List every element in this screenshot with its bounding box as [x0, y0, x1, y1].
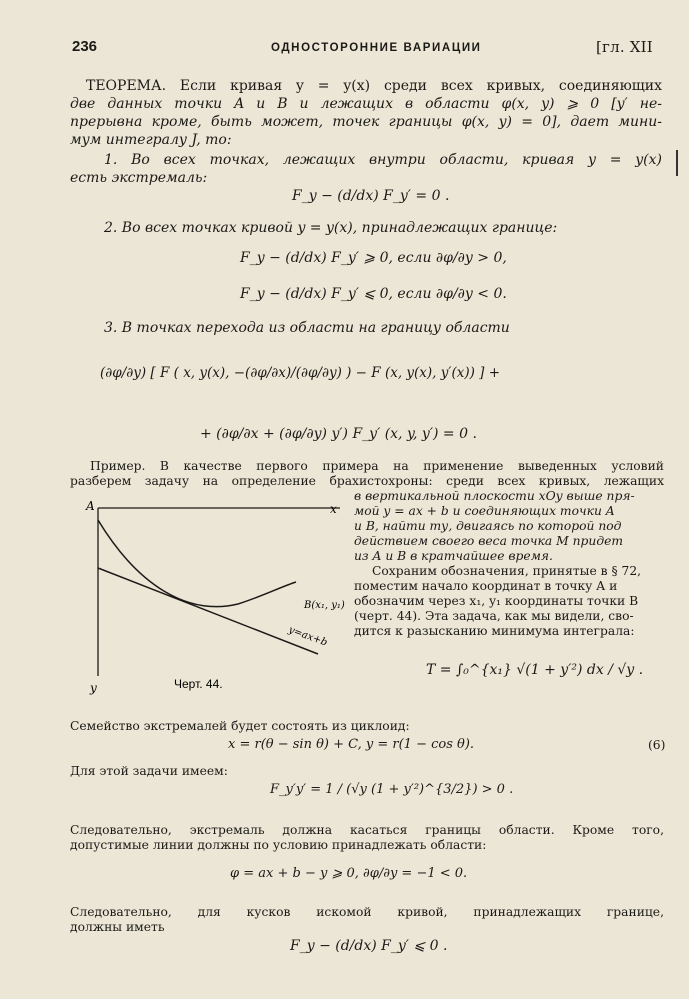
item1-line-1: 1. Во всех точках, лежащих внутри области, кривая y = y(x) — [104, 152, 662, 168]
equation-euler: F_y − (d/dx) F_y′ = 0 . — [292, 188, 450, 204]
margin-bar — [676, 150, 678, 176]
side-line-1: в вертикальной плоскости xOy выше пря- — [354, 489, 635, 503]
fig-label-B: B(x₁, y₁) — [304, 600, 345, 611]
figure-caption: Черт. 44. — [174, 677, 223, 691]
consequence2-line-2: должны иметь — [70, 920, 165, 934]
family-line: Семейство экстремалей будет состоять из циклоид: — [70, 719, 410, 733]
chapter-ref: [гл. XII — [596, 38, 653, 56]
consequence-line-2: допустимые линии должны по условию принадлежать области: — [70, 838, 487, 852]
consequence2-line-1: Следовательно, для кусков искомой кривой, принадлежащих границе, — [70, 905, 664, 919]
equation-number-6: (6) — [648, 738, 666, 752]
side-line-2: мой y = ax + b и соединяющих точки A — [354, 504, 615, 518]
theorem-line-4: мум интегралу J, то: — [70, 132, 232, 148]
running-title: ОДНОСТОРОННИЕ ВАРИАЦИИ — [271, 42, 482, 54]
side-line-10: дится к разысканию минимума интеграла: — [354, 624, 635, 638]
item2-line: 2. Во всех точках кривой y = y(x), принадлежащих границе: — [104, 220, 558, 236]
side-line-5: из A и B в кратчайшее время. — [354, 549, 553, 563]
cycloid-equation: x = r(θ − sin θ) + C, y = r(1 − cos θ). — [228, 737, 475, 752]
item3-line: 3. В точках перехода из области на границу области — [104, 320, 510, 336]
side-line-9: (черт. 44). Эта задача, как мы видели, сво- — [354, 609, 634, 623]
theorem-line-1: ТЕОРЕМА. Если кривая y = y(x) среди всех кривых, соединяющих — [86, 78, 662, 94]
second-derivative-eq: F_y′y′ = 1 / (√y (1 + y′²)^{3/2}) > 0 . — [270, 782, 514, 797]
fig-label-x: x — [330, 502, 337, 516]
we-have-line: Для этой задачи имеем: — [70, 764, 228, 778]
figure-brachistochrone — [78, 496, 348, 696]
equation-transition-1: (∂φ/∂y) [ F ( x, y(x), −(∂φ/∂x)/(∂φ/∂y) ) − F (x, y(x), y′(x)) ] + — [100, 365, 501, 381]
equation-boundary-positive: F_y − (d/dx) F_y′ ⩾ 0, если ∂φ/∂y > 0, — [240, 250, 507, 266]
phi-equation: φ = ax + b − y ⩾ 0, ∂φ/∂y = −1 < 0. — [230, 866, 468, 881]
boundary-line — [98, 568, 318, 654]
side-line-8: обозначим через x₁, y₁ координаты точки B — [354, 594, 639, 608]
side-line-7: поместим начало координат в точку A и — [354, 579, 618, 593]
item1-line-2: есть экстремаль: — [70, 170, 208, 186]
theorem-line-3: прерывна кроме, быть может, точек границы φ(x, y) = 0], дает мини- — [70, 114, 662, 130]
page-number: 236 — [72, 38, 98, 55]
equation-transition-2: + (∂φ/∂x + (∂φ/∂y) y′) F_y′ (x, y, y′) = 0 . — [200, 426, 477, 442]
example-line-1: Пример. В качестве первого примера на применение выведенных условий — [90, 459, 664, 473]
integral-T: T = ∫₀^{x₁} √(1 + y′²) dx / √y . — [426, 662, 644, 678]
final-equation: F_y − (d/dx) F_y′ ⩽ 0 . — [290, 938, 448, 954]
fig-label-line: y=ax+b — [286, 624, 329, 649]
side-line-3: и B, найти ту, двигаясь по которой под — [354, 519, 622, 533]
equation-boundary-negative: F_y − (d/dx) F_y′ ⩽ 0, если ∂φ/∂y < 0. — [240, 286, 507, 302]
fig-label-y: y — [90, 681, 97, 695]
side-line-6: Сохраним обозначения, принятые в § 72, — [372, 564, 642, 578]
example-line-2: разберем задачу на определение брахистохроны: среди всех кривых, лежащих — [70, 474, 664, 488]
theorem-line-2: две данных точки A и B и лежащих в области φ(x, y) ⩾ 0 [y′ не- — [70, 96, 662, 112]
consequence-line-1: Следовательно, экстремаль должна касаться границы области. Кроме того, — [70, 823, 664, 837]
fig-label-A: A — [86, 499, 95, 513]
side-line-4: действием своего веса точка M придет — [354, 534, 624, 548]
cycloid-curve — [98, 520, 296, 607]
